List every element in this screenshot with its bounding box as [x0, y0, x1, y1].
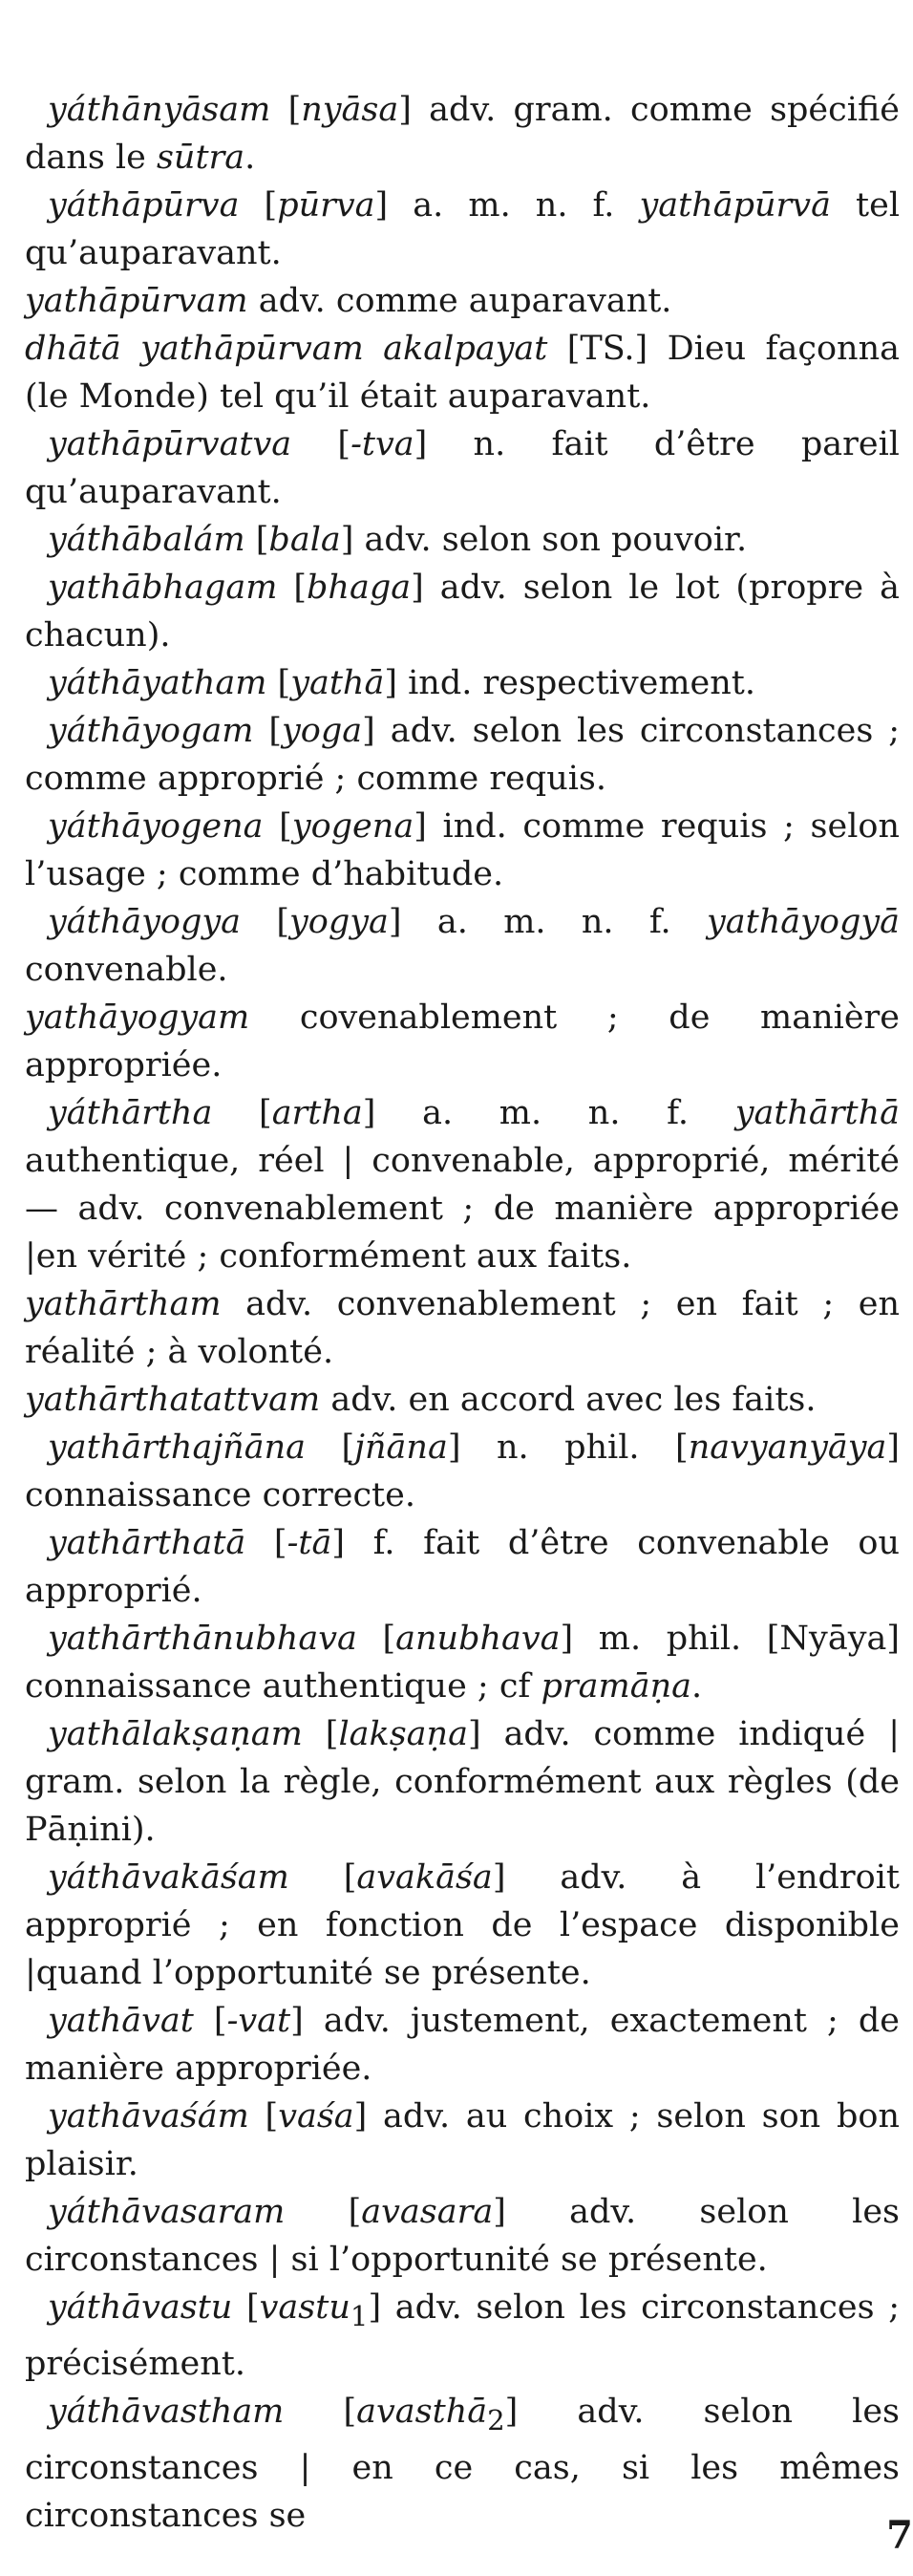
entry-headword: yathābhagam: [48, 569, 278, 607]
dictionary-entry: yáthāvastham [avasthā$_2$] adv. selon les circonstances | en ce cas, si les mêmes circonstances se: [25, 2393, 900, 2535]
entry-headword: yathāpūrvatva: [48, 425, 292, 463]
dictionary-page: [25, 86, 900, 2540]
homonym-index: 2: [487, 2404, 505, 2436]
entry-headword: yathārthajñāna: [48, 1428, 306, 1467]
dictionary-subentry: yathāpūrvam adv. comme auparavant.: [25, 282, 672, 320]
dictionary-example: dhātā yathāpūrvam akalpayat [TS.] Dieu façonna (le Monde) tel qu’il était auparavant.: [25, 330, 900, 416]
entry-headword: yáthāpūrva: [48, 186, 240, 225]
dictionary-subentry: yathāyogyam covenablement ; de manière appropriée.: [25, 998, 900, 1084]
dictionary-entry: yathārthatā [-tā] f. fait d’être convenable ou approprié.: [25, 1524, 901, 1610]
entry-headword: yathāvat: [48, 2002, 194, 2040]
entry-headword: yáthāvastu: [48, 2288, 233, 2327]
dictionary-entry: yathārthajñāna [jñāna] n. phil. [navyanyāya] connaissance correcte.: [25, 1428, 901, 1514]
dictionary-entry: yáthāyogam [yoga] adv. selon les circonstances ; comme approprié ; comme requis.: [25, 712, 900, 798]
dictionary-entry: yáthāvastu [vastu$_1$] adv. selon les circonstances ; précisément.: [25, 2288, 901, 2383]
entry-headword: yáthābalám: [48, 521, 245, 559]
dictionary-entry: yathāvat [-vat] adv. justement, exactement ; de manière appropriée.: [25, 2002, 901, 2088]
entry-headword: yathālakṣaṇam: [48, 1715, 303, 1753]
entry-headword: yáthāyogam: [48, 712, 254, 750]
dictionary-entry: yáthārtha [artha] a. m. n. f. yathārthā authentique, réel | convenable, approprié, mérité — adv. convenablement ; de manière appropriée |en vérité ; conformément aux faits.: [25, 1094, 901, 1276]
dictionary-entry: yathābhagam [bhaga] adv. selon le lot (propre à chacun).: [25, 569, 900, 655]
dictionary-entry: yáthāvasaram [avasara] adv. selon les circonstances | si l’opportunité se présente.: [25, 2193, 900, 2279]
entry-headword: yáthāvakāśam: [48, 1858, 289, 1897]
entry-headword: yathāyogyam: [25, 998, 250, 1037]
dictionary-entry: yathālakṣaṇam [lakṣaṇa] adv. comme indiqué | gram. selon la règle, conformément aux règles (de Pāṇini).: [25, 1715, 901, 1849]
dictionary-entry: yáthāyogya [yogya] a. m. n. f. yathāyogyā convenable.: [25, 903, 900, 989]
entry-headword: yathārthānubhava: [48, 1620, 357, 1658]
entry-headword: yáthāyogena: [48, 807, 264, 846]
entry-headword: yáthāvasaram: [48, 2193, 286, 2231]
dictionary-subentry: yathārthatattvam adv. en accord avec les faits.: [25, 1381, 817, 1419]
entry-headword: yáthāvastham: [48, 2393, 285, 2431]
entry-headword: yathārtham: [25, 1285, 222, 1323]
entry-headword: yathārthatā: [48, 1524, 246, 1562]
entry-headword: yáthāyatham: [48, 664, 267, 702]
entry-headword: yáthānyāsam: [48, 91, 271, 129]
page-number: 7: [886, 2513, 913, 2558]
dictionary-entry: yáthānyāsam [nyāsa] adv. gram. comme spécifié dans le sūtra.: [25, 91, 900, 177]
dictionary-subentry: yathārtham adv. convenablement ; en fait ; en réalité ; à volonté.: [25, 1285, 900, 1371]
dictionary-entry: yathārthānubhava [anubhava] m. phil. [Nyāya] connaissance authentique ; cf pramāṇa.: [25, 1620, 900, 1706]
homonym-index: 1: [350, 2300, 369, 2332]
dictionary-entry: yathāvaśám [vaśa] adv. au choix ; selon son bon plaisir.: [25, 2097, 900, 2183]
dictionary-entry: yáthāyogena [yogena] ind. comme requis ; selon l’usage ; comme d’habitude.: [25, 807, 901, 893]
entry-headword: yáthārtha: [48, 1094, 213, 1132]
dictionary-entry: yáthāyatham [yathā] ind. respectivement.: [48, 664, 756, 702]
dictionary-entry: yáthāvakāśam [avakāśa] adv. à l’endroit approprié ; en fonction de l’espace disponible |quand l’opportunité se présente.: [25, 1858, 900, 1992]
dictionary-entry: yathāpūrvatva [-tva] n. fait d’être pareil qu’auparavant.: [25, 425, 900, 511]
example-phrase: dhātā yathāpūrvam akalpayat: [25, 330, 548, 368]
dictionary-entry: yáthābalám [bala] adv. selon son pouvoir.: [48, 521, 748, 559]
entry-headword: yáthāyogya: [48, 903, 242, 941]
entry-headword: yathāpūrvam: [25, 282, 248, 320]
dictionary-entry: yáthāpūrva [pūrva] a. m. n. f. yathāpūrvā tel qu’auparavant.: [25, 186, 901, 272]
entry-headword: yathāvaśám: [48, 2097, 249, 2136]
entry-headword: yathārthatattvam: [25, 1381, 321, 1419]
